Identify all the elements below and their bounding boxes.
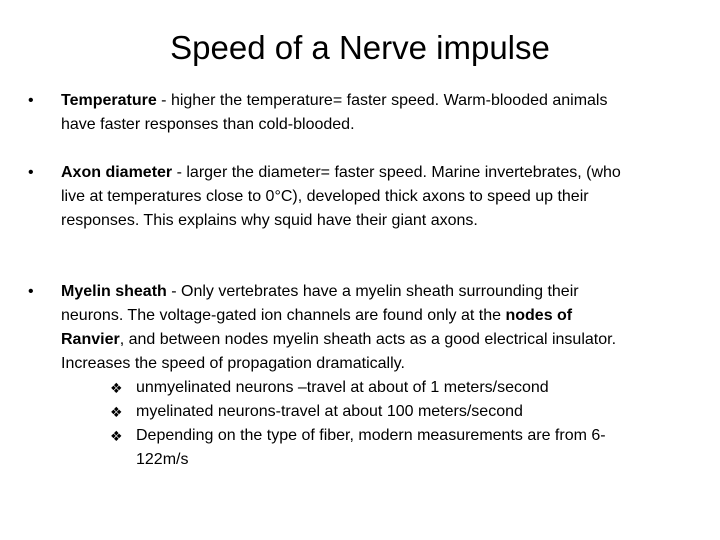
bullet-body-part-1: - Only vertebrates have a myelin sheath surrounding their neurons. The voltage-gated ion channels are found only at the: [61, 283, 579, 324]
bullet-heading: Myelin sheath: [61, 283, 167, 300]
bullet-text: [61, 161, 636, 233]
sub-bullet-text: unmyelinated neurons –travel at about of 1 meters/second: [136, 379, 549, 396]
bullet-emphasis: nodes of Ranvier: [61, 307, 573, 348]
bullet-marker: •: [28, 164, 34, 181]
bullet-body: - larger the diameter= faster speed. Marine invertebrates, (who live at temperatures close to 0°C), developed thick axons to speed up their responses. This explains why squid have their giant axons.: [61, 164, 621, 229]
sub-bullet-unmyelinated: [110, 376, 630, 400]
bullet-heading: Axon diameter: [61, 164, 173, 181]
bullet-text: [61, 280, 636, 376]
sub-bullet-myelinated: [110, 400, 630, 424]
sub-bullet-text: Depending on the type of fiber, modern measurements are from 6-122m/s: [136, 427, 606, 468]
bullet-marker: •: [28, 92, 34, 109]
bullet-axon-diameter: [26, 161, 636, 233]
diamond-bullet-icon: ❖: [110, 380, 123, 396]
bullet-myelin-sheath: [26, 280, 636, 376]
sub-bullet-fiber-type: [110, 424, 630, 472]
bullet-body-part-2: , and between nodes myelin sheath acts as a good electrical insulator. Increases the speed of propagation dramatically.: [61, 331, 617, 372]
bullet-body: - higher the temperature= faster speed. Warm-blooded animals have faster responses than cold-blooded.: [61, 92, 608, 133]
bullet-text: [61, 89, 636, 137]
diamond-bullet-icon: ❖: [110, 428, 123, 444]
bullet-marker: •: [28, 283, 34, 300]
bullet-heading: Temperature: [61, 92, 157, 109]
bullet-temperature: [26, 89, 636, 137]
slide-title: Speed of a Nerve impulse: [170, 29, 550, 66]
diamond-bullet-icon: ❖: [110, 404, 123, 420]
sub-bullet-text: myelinated neurons-travel at about 100 meters/second: [136, 403, 523, 420]
